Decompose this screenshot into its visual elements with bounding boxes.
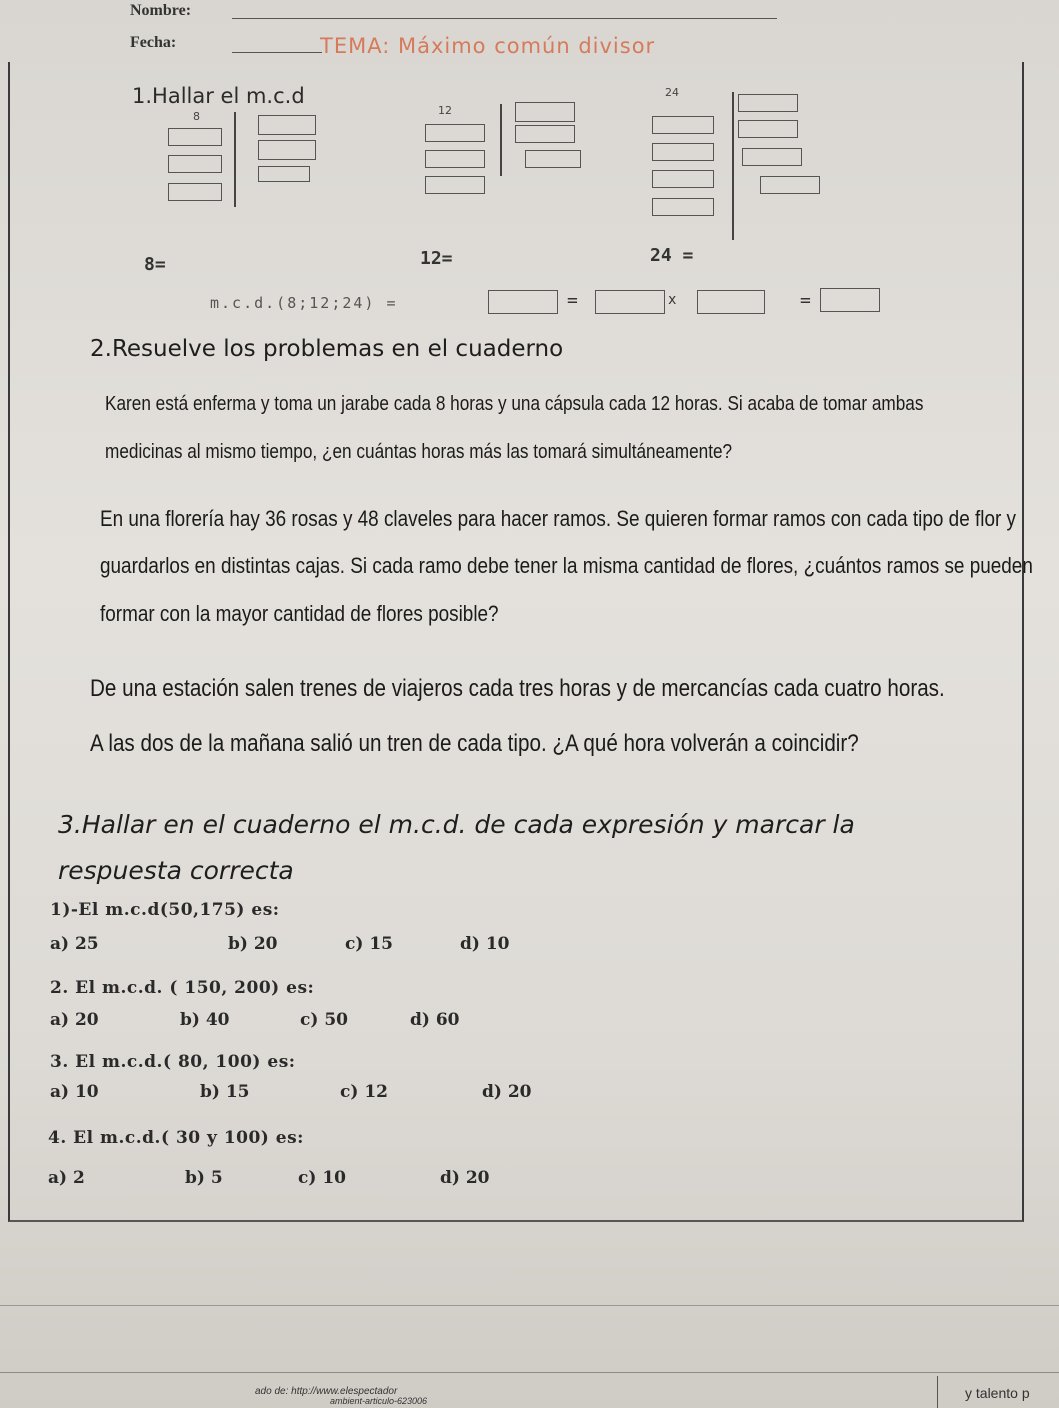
division-24-divisor-box [738,94,798,112]
q3-option-b[interactable]: b) 15 [200,1082,250,1102]
footer-divider [937,1376,938,1408]
division-12-divisor-box [515,102,575,122]
division-8-bar [234,112,236,207]
q1-option-b[interactable]: b) 20 [228,934,278,954]
problem1-line2: medicinas al mismo tiempo, ¿en cuántas horas más las tomará simultáneamente? [105,441,733,463]
division-24-box [652,198,714,216]
question-4: 4. El m.c.d.( 30 y 100) es: [48,1128,304,1148]
division-12-label: 12 [438,104,452,117]
division-12-box [425,176,485,194]
division-12-divisor-box [525,150,581,168]
division-8-box [168,183,222,201]
division-24-divisor-box [738,120,798,138]
division-8-box [168,155,222,173]
division-24-result: 24 = [650,245,694,266]
footer-article: ambient-articulo-623006 [330,1396,428,1406]
division-12-box [425,124,485,142]
q2-option-c[interactable]: c) 50 [300,1010,348,1030]
division-12-box [425,150,485,168]
page-edge-line [0,1305,1059,1306]
mcd-op-equals: = [800,290,811,311]
q2-option-d[interactable]: d) 60 [410,1010,460,1030]
section1-title: 1.Hallar el m.c.d [132,84,305,108]
section3-title-line2: respuesta correcta [58,856,294,885]
q3-option-d[interactable]: d) 20 [482,1082,532,1102]
division-12-result: 12= [420,248,453,269]
division-24-box [652,143,714,161]
section3-title-line1: 3.Hallar en el cuaderno el m.c.d. de cada expresión y marcar la [58,810,855,839]
section2-title: 2.Resuelve los problemas en el cuaderno [90,336,564,362]
division-8-divisor-box [258,140,316,160]
q1-option-d[interactable]: d) 10 [460,934,510,954]
q4-option-b[interactable]: b) 5 [185,1168,223,1188]
fecha-line [232,52,322,53]
question-1: 1)-El m.c.d(50,175) es: [50,900,280,920]
mcd-factor-box [697,290,765,314]
nombre-line [232,18,777,19]
fecha-label: Fecha: [130,34,177,51]
division-12-bar [500,104,502,176]
footer-url: ado de: http://www.elespectador [255,1386,398,1397]
division-8-label: 8 [193,110,200,123]
q1-option-a[interactable]: a) 25 [50,934,99,954]
division-24-box [652,116,714,134]
problem2-line3: formar con la mayor cantidad de flores posible? [100,601,499,626]
page-edge-line [0,1372,1059,1373]
division-8-divisor-box [258,115,316,135]
problem2-line1: En una florería hay 36 rosas y 48 claveles para hacer ramos. Se quieren formar ramos con cada tipo de flor y [100,506,1016,531]
q2-option-a[interactable]: a) 20 [50,1010,99,1030]
mcd-op-times: x [668,292,677,308]
q4-option-c[interactable]: c) 10 [298,1168,346,1188]
division-24-box [652,170,714,188]
division-24-label: 24 [665,86,679,99]
nombre-label: Nombre: [130,2,192,19]
division-12-divisor-box [515,125,575,143]
problem3-line1: De una estación salen trenes de viajeros cada tres horas y de mercancías cada cuatro horas. [90,675,945,702]
mcd-result-box [820,288,880,312]
mcd-expression: m.c.d.(8;12;24) = [210,294,398,312]
q2-option-b[interactable]: b) 40 [180,1010,230,1030]
division-24-bar [732,92,734,240]
mcd-answer-box [488,290,558,314]
q3-option-c[interactable]: c) 12 [340,1082,388,1102]
tema-title: TEMA: Máximo común divisor [320,34,656,58]
problem3-line2: A las dos de la mañana salió un tren de cada tipo. ¿A qué hora volverán a coincidir? [90,730,859,757]
division-24-divisor-box [760,176,820,194]
problem1-line1: Karen está enferma y toma un jarabe cada 8 horas y una cápsula cada 12 horas. Si acaba de tomar ambas [105,393,924,415]
division-8-divisor-box [258,166,310,182]
q4-option-d[interactable]: d) 20 [440,1168,490,1188]
division-8-box [168,128,222,146]
division-24-divisor-box [742,148,802,166]
q4-option-a[interactable]: a) 2 [48,1168,85,1188]
problem2-line2: guardarlos en distintas cajas. Si cada ramo debe tener la misma cantidad de flores, ¿cuántos ramos se pueden [100,553,1033,578]
mcd-op-equals: = [567,290,578,311]
division-8-result: 8= [144,254,166,275]
question-2: 2. El m.c.d. ( 150, 200) es: [50,978,315,998]
footer-right-text: y talento p [965,1385,1030,1401]
q3-option-a[interactable]: a) 10 [50,1082,99,1102]
mcd-factor-box [595,290,665,314]
q1-option-c[interactable]: c) 15 [345,934,393,954]
worksheet-frame [8,62,1024,1222]
question-3: 3. El m.c.d.( 80, 100) es: [50,1052,296,1072]
